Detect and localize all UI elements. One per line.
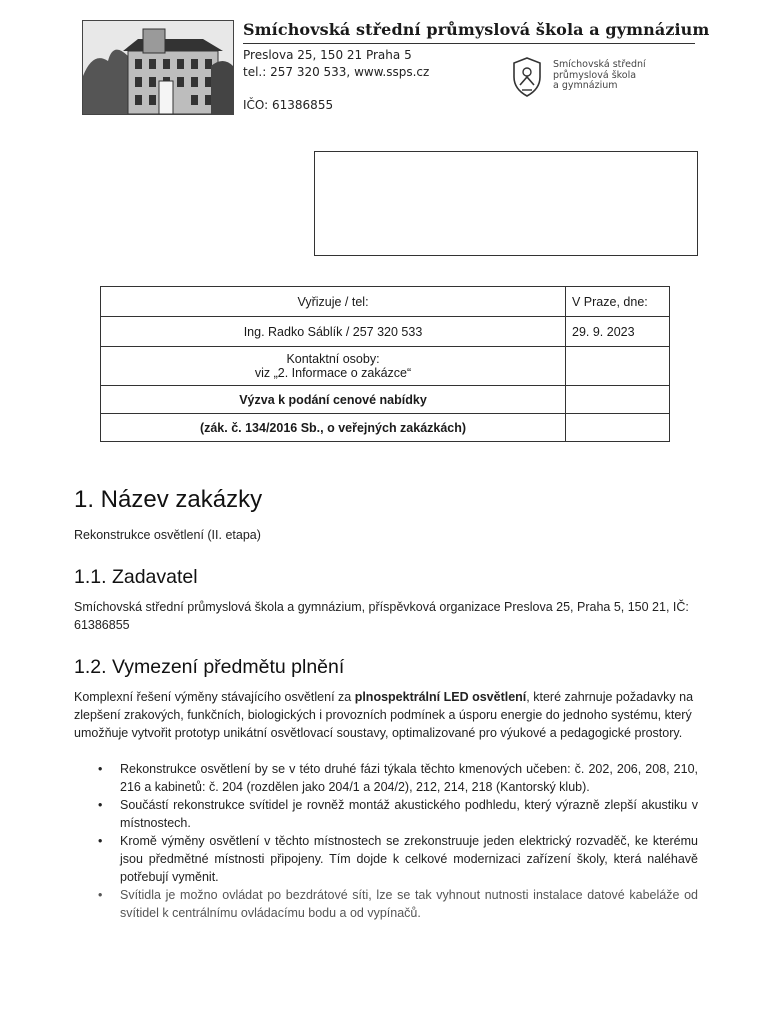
contact-persons-reference: viz „2. Informace o zakázce“ — [254, 366, 412, 380]
table-row — [101, 287, 670, 317]
table-row — [101, 347, 670, 386]
contact-persons-cell — [101, 347, 566, 386]
list-item — [74, 832, 698, 886]
empty-cell — [566, 386, 670, 414]
list-item-text: Kromě výměny osvětlení v těchto místnostech se zrekonstruuje jeden elektrický rozvaděč, ke kterému jsou předmětné místnosti připojeny. Tím dojde k celkové modernizaci zařízení školy, která naléhavě potřebují vyměnit. — [120, 834, 698, 884]
list-item — [74, 796, 698, 832]
table-row — [101, 317, 670, 347]
section-heading-subject-definition: 1.2. Vymezení předmětu plnění — [74, 656, 345, 678]
school-address: Preslova 25, 150 21 Praha 5 — [243, 48, 412, 62]
subject-bullet-list — [74, 760, 698, 922]
handler-label: Vyřizuje / tel: — [101, 287, 566, 317]
school-logo-text — [553, 60, 646, 92]
date-value: 29. 9. 2023 — [566, 317, 670, 347]
contracting-authority-text: Smíchovská střední průmyslová škola a gymnázium, příspěvková organizace Preslova 25, Praha 5, 150 21, IČ: 61386855 — [74, 600, 689, 632]
contact-persons-label: Kontaktní osoby: — [286, 352, 380, 366]
bullet-icon: • — [98, 888, 103, 902]
legal-reference: (zák. č. 134/2016 Sb., o veřejných zakázkách) — [101, 414, 566, 442]
handler-value: Ing. Radko Sáblík / 257 320 533 — [101, 317, 566, 347]
logo-text-line: průmyslová škola — [553, 69, 637, 81]
logo-text-line: Smíchovská střední — [553, 59, 646, 70]
bullet-icon: • — [98, 798, 103, 812]
section-heading-contract-name: 1. Název zakázky — [74, 486, 263, 513]
bullet-icon: • — [98, 762, 103, 776]
recipient-address-box — [314, 151, 698, 256]
info-table — [100, 286, 670, 442]
tender-invitation-title: Výzva k podání cenové nabídky — [101, 386, 566, 414]
intro-text: Komplexní řešení výměny stávajícího osvětlení za — [74, 690, 355, 704]
empty-cell — [566, 347, 670, 386]
list-item-text: Rekonstrukce osvětlení by se v této druhé fázi týkala těchto kmenových učeben: č. 202, 206, 208, 210, 216 a kabinetů: č. 204 (rozdělen jako 204/1 a 204/2), 212, 214, 218 (Kantorský klub). — [120, 762, 698, 794]
subject-definition-intro — [74, 688, 698, 742]
school-logo-icon — [512, 57, 542, 97]
list-item — [74, 886, 698, 922]
contract-name-text: Rekonstrukce osvětlení (II. etapa) — [74, 528, 261, 542]
list-item-text: Svítidla je možno ovládat po bezdrátové síti, lze se tak vyhnout nutnosti instalace datové kabeláže od svítidel k centrálnímu ovládacímu bodu a od vypínačů. — [120, 888, 698, 920]
bullet-icon: • — [98, 834, 103, 848]
school-contact: tel.: 257 320 533, www.ssps.cz — [243, 65, 430, 79]
list-item-text: Součástí rekonstrukce svítidel je rovněž montáž akustického podhledu, který výrazně zlepší akustiku v místnostech. — [120, 798, 698, 830]
logo-text-line: a gymnázium — [553, 80, 618, 91]
school-building-photo — [82, 20, 234, 115]
table-row — [101, 386, 670, 414]
table-row — [101, 414, 670, 442]
list-item — [74, 760, 698, 796]
section-heading-contracting-authority: 1.1. Zadavatel — [74, 566, 198, 588]
intro-text: , které zahrnuje požadavky na zlepšení zrakových, funkčních, biologických i provozních podmínek a úsporu energie do jednoho systému, který umožňuje vytvořit prototyp unikátní osvětlovací soustavy, optimalizované pro výukové a pedagogické prostory. — [74, 690, 694, 740]
empty-cell — [566, 414, 670, 442]
school-name: Smíchovská střední průmyslová škola a gymnázium — [243, 20, 695, 44]
school-ico: IČO: 61386855 — [243, 98, 334, 112]
date-label: V Praze, dne: — [566, 287, 670, 317]
intro-emphasis: plnospektrální LED osvětlení — [354, 690, 527, 704]
